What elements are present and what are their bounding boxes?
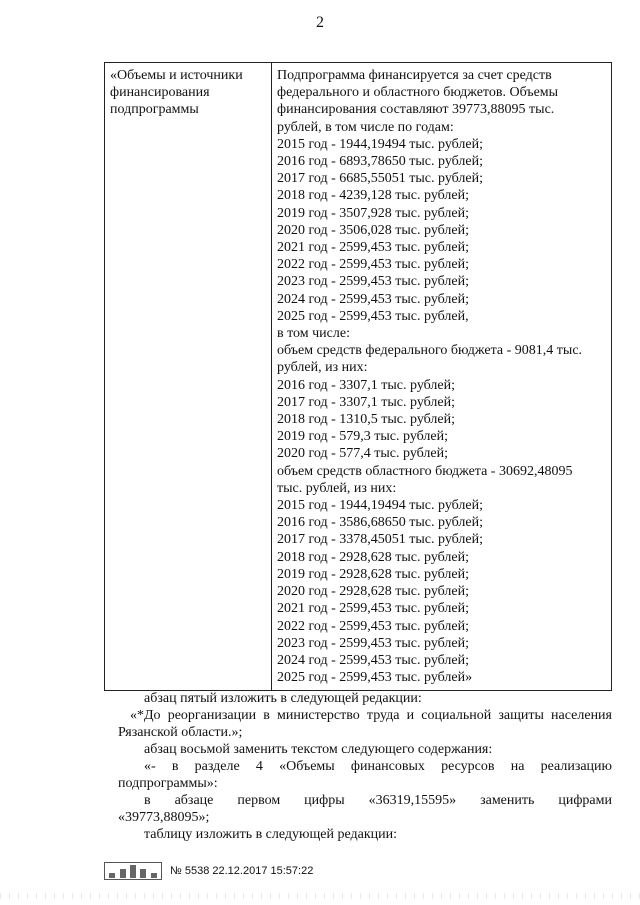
funding-line: федерального и областного бюджетов. Объемы bbox=[277, 85, 559, 101]
funding-line: 2025 год - 2599,453 тыс. рублей» bbox=[277, 670, 473, 686]
registration-number: № 5538 22.12.2017 15:57:22 bbox=[170, 865, 314, 877]
funding-line: в том числе: bbox=[277, 326, 350, 342]
footer bbox=[104, 862, 321, 880]
funding-line: 2024 год - 2599,453 тыс. рублей; bbox=[277, 291, 470, 307]
funding-line: тыс. рублей, из них: bbox=[277, 480, 397, 496]
funding-line: 2015 год - 1944,19494 тыс. рублей; bbox=[277, 136, 484, 152]
body-text bbox=[118, 690, 612, 843]
program-table bbox=[104, 62, 612, 691]
funding-line: 2020 год - 577,4 тыс. рублей; bbox=[277, 446, 449, 462]
paragraph: «39773,88095»; bbox=[118, 810, 210, 825]
table-right-cell bbox=[272, 63, 612, 691]
funding-line: объем средств федерального бюджета - 9081,4 тыс. bbox=[277, 343, 583, 359]
funding-line: 2017 год - 3378,45051 тыс. рублей; bbox=[277, 532, 484, 548]
scan-edge-noise bbox=[0, 893, 640, 899]
seal-stamp-icon bbox=[104, 862, 162, 880]
paragraph: подпрограммы»: bbox=[118, 776, 218, 791]
funding-line: 2022 год - 2599,453 тыс. рублей; bbox=[277, 257, 470, 273]
funding-line: рублей, в том числе по годам: bbox=[277, 119, 454, 135]
funding-line: 2019 год - 2928,628 тыс. рублей; bbox=[277, 566, 470, 582]
funding-line: 2017 год - 6685,55051 тыс. рублей; bbox=[277, 171, 484, 187]
paragraph bbox=[118, 707, 612, 741]
funding-line: Подпрограмма финансируется за счет средств bbox=[277, 68, 552, 83]
funding-line: 2018 год - 4239,128 тыс. рублей; bbox=[277, 188, 470, 204]
table-left-cell: «Объемы и источники финансирования подпрограммы bbox=[105, 63, 272, 691]
paragraph: «- в разделе 4 «Объемы финансовых ресурсов на реализацию bbox=[144, 759, 612, 774]
funding-line: 2016 год - 6893,78650 тыс. рублей; bbox=[277, 154, 484, 170]
funding-line: 2018 год - 1310,5 тыс. рублей; bbox=[277, 412, 456, 428]
funding-line: 2023 год - 2599,453 тыс. рублей; bbox=[277, 635, 470, 651]
funding-line: 2017 год - 3307,1 тыс. рублей; bbox=[277, 394, 456, 410]
funding-line: 2019 год - 3507,928 тыс. рублей; bbox=[277, 205, 470, 221]
paragraph: абзац восьмой заменить текстом следующего содержания: bbox=[144, 742, 493, 757]
page-number: 2 bbox=[316, 14, 324, 31]
funding-lines bbox=[277, 67, 608, 686]
funding-line: 2020 год - 2928,628 тыс. рублей; bbox=[277, 584, 470, 600]
paragraph: в абзаце первом цифры «36319,15595» заменить цифрами bbox=[144, 793, 612, 808]
funding-line: объем средств областного бюджета - 30692,48095 bbox=[277, 463, 573, 479]
table-row bbox=[105, 63, 612, 691]
funding-line: рублей, из них: bbox=[277, 360, 368, 376]
funding-line: 2021 год - 2599,453 тыс. рублей; bbox=[277, 601, 470, 617]
paragraph: абзац пятый изложить в следующей редакции: bbox=[144, 691, 422, 706]
paragraph: таблицу изложить в следующей редакции: bbox=[144, 827, 398, 842]
funding-line: 2020 год - 3506,028 тыс. рублей; bbox=[277, 222, 470, 238]
paragraph-text: «*До реорганизации в министерство труда и социальной защиты населения Рязанской области.»; bbox=[118, 708, 612, 740]
funding-line: 2018 год - 2928,628 тыс. рублей; bbox=[277, 549, 470, 565]
funding-line: 2019 год - 579,3 тыс. рублей; bbox=[277, 429, 449, 445]
funding-line: финансирования составляют 39773,88095 тыс. bbox=[277, 102, 555, 118]
funding-line: 2016 год - 3307,1 тыс. рублей; bbox=[277, 377, 456, 393]
funding-line: 2025 год - 2599,453 тыс. рублей, bbox=[277, 308, 469, 324]
funding-line: 2021 год - 2599,453 тыс. рублей; bbox=[277, 240, 470, 256]
funding-line: 2016 год - 3586,68650 тыс. рублей; bbox=[277, 515, 484, 531]
funding-line: 2022 год - 2599,453 тыс. рублей; bbox=[277, 618, 470, 634]
funding-line: 2015 год - 1944,19494 тыс. рублей; bbox=[277, 498, 484, 514]
funding-line: 2023 год - 2599,453 тыс. рублей; bbox=[277, 274, 470, 290]
funding-line: 2024 год - 2599,453 тыс. рублей; bbox=[277, 652, 470, 668]
